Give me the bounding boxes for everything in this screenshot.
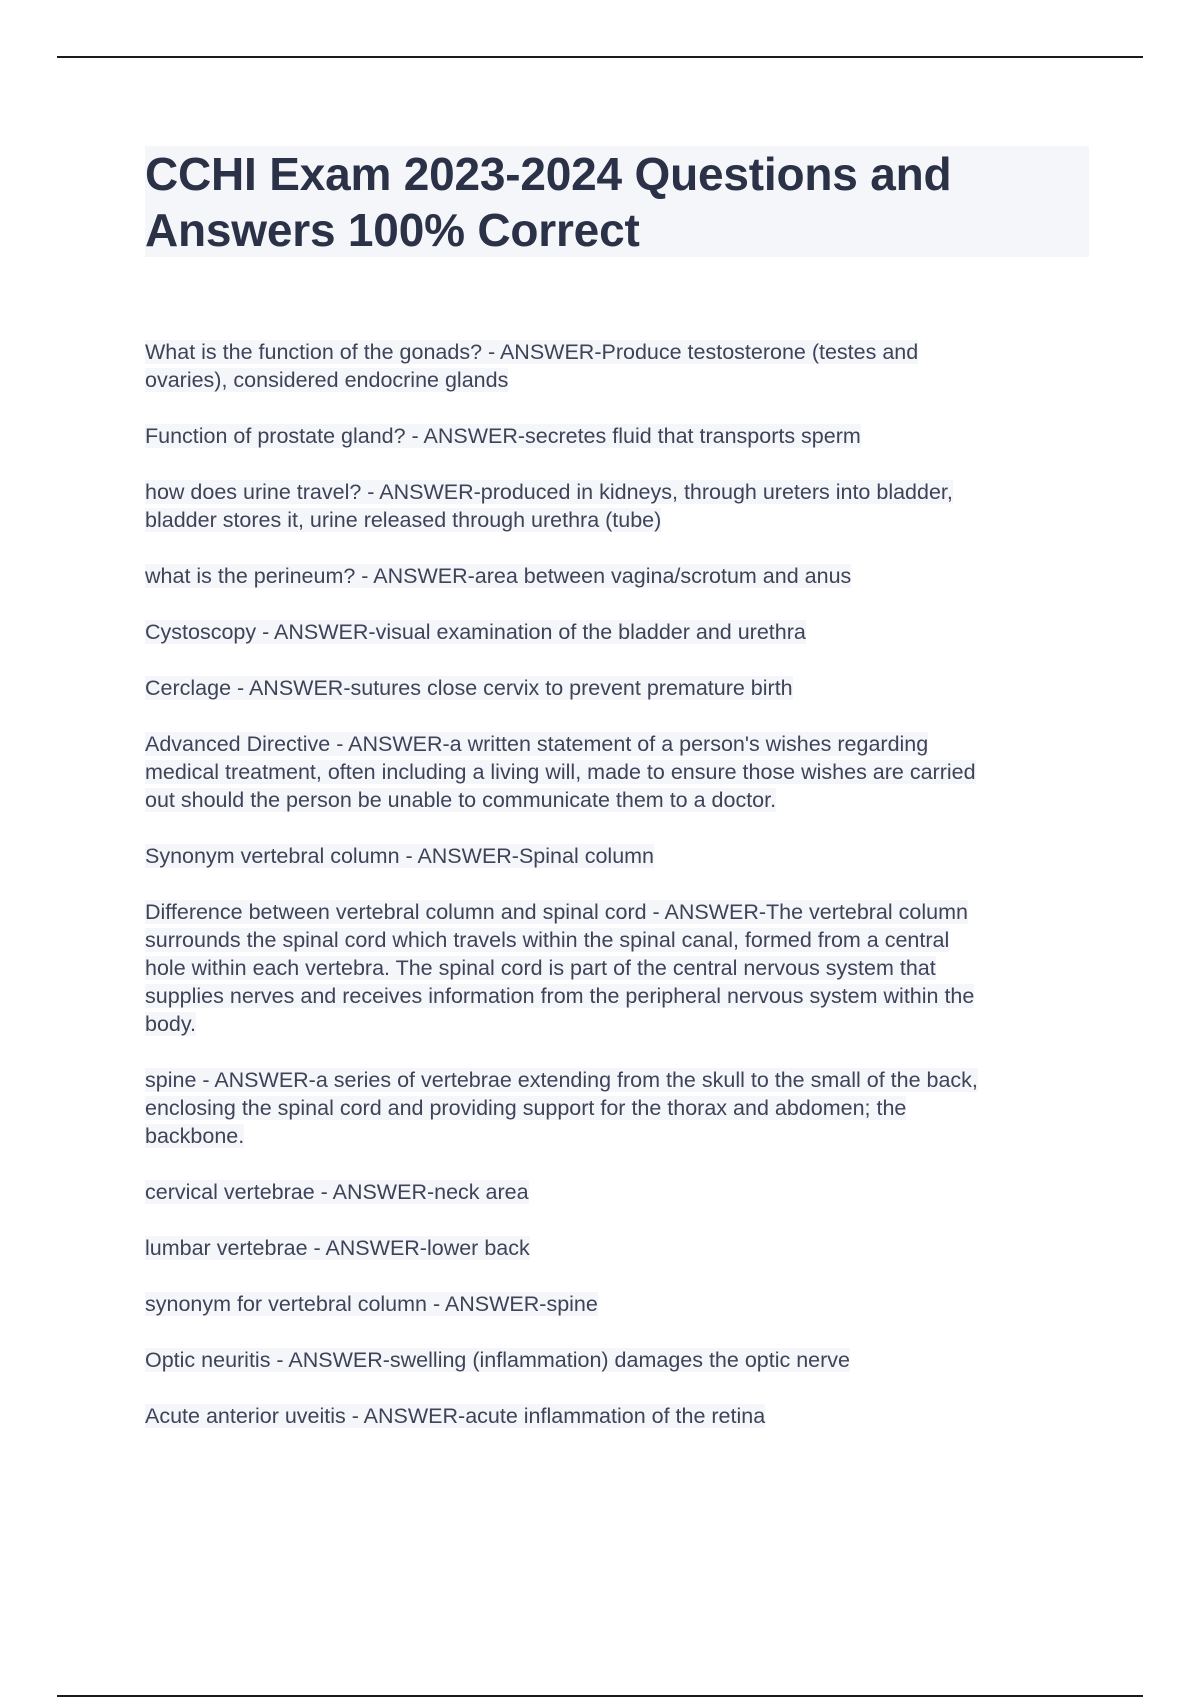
qa-line [145, 842, 1095, 870]
qa-line [145, 674, 1095, 702]
qa-line-text: how does urine travel? - ANSWER-produced in kidneys, through ureters into bladder, [145, 480, 953, 504]
qa-line [145, 1402, 1095, 1430]
qa-line-text: what is the perineum? - ANSWER-area between vagina/scrotum and anus [145, 564, 852, 588]
qa-line-text: Optic neuritis - ANSWER-swelling (inflammation) damages the optic nerve [145, 1348, 850, 1372]
qa-line-text: enclosing the spinal cord and providing support for the thorax and abdomen; the [145, 1096, 907, 1120]
qa-line-text: Cerclage - ANSWER-sutures close cervix to prevent premature birth [145, 676, 793, 700]
qa-line [145, 730, 1095, 758]
top-rule [57, 56, 1143, 58]
qa-line-text: lumbar vertebrae - ANSWER-lower back [145, 1236, 530, 1260]
title-line-1: CCHI Exam 2023-2024 Questions and [145, 148, 952, 200]
qa-line [145, 1234, 1095, 1262]
qa-line-text: Advanced Directive - ANSWER-a written statement of a person's wishes regarding [145, 732, 929, 756]
qa-line-text: Difference between vertebral column and spinal cord - ANSWER-The vertebral column [145, 900, 968, 924]
bottom-rule [57, 1695, 1143, 1697]
qa-item [145, 1402, 1095, 1430]
qa-line [145, 1094, 1095, 1122]
title-block [145, 146, 1089, 257]
qa-line-text: cervical vertebrae - ANSWER-neck area [145, 1180, 529, 1204]
qa-item [145, 842, 1095, 870]
qa-line [145, 1178, 1095, 1206]
qa-line [145, 422, 1095, 450]
qa-item [145, 1178, 1095, 1206]
qa-line-text: body. [145, 1012, 196, 1036]
qa-line-text: medical treatment, often including a living will, made to ensure those wishes are carried [145, 760, 976, 784]
qa-line-text: bladder stores it, urine released through urethra (tube) [145, 508, 662, 532]
qa-line [145, 954, 1095, 982]
qa-item [145, 1290, 1095, 1318]
qa-list [145, 338, 1095, 1458]
qa-line [145, 1290, 1095, 1318]
qa-line-text: spine - ANSWER-a series of vertebrae extending from the skull to the small of the back, [145, 1068, 978, 1092]
qa-line-text: Function of prostate gland? - ANSWER-secretes fluid that transports sperm [145, 424, 861, 448]
qa-item [145, 898, 1095, 1038]
qa-line-text: hole within each vertebra. The spinal cord is part of the central nervous system that [145, 956, 936, 980]
qa-item [145, 562, 1095, 590]
qa-line-text: Cystoscopy - ANSWER-visual examination of the bladder and urethra [145, 620, 806, 644]
qa-line [145, 758, 1095, 786]
qa-line [145, 898, 1095, 926]
qa-item [145, 1346, 1095, 1374]
qa-line [145, 618, 1095, 646]
qa-line-text: surrounds the spinal cord which travels within the spinal canal, formed from a central [145, 928, 950, 952]
qa-line [145, 1346, 1095, 1374]
qa-line-text: ovaries), considered endocrine glands [145, 368, 509, 392]
qa-line-text: synonym for vertebral column - ANSWER-spine [145, 1292, 598, 1316]
qa-line [145, 478, 1095, 506]
qa-line-text: supplies nerves and receives information from the peripheral nervous system within the [145, 984, 975, 1008]
qa-line [145, 366, 1095, 394]
qa-line [145, 1066, 1095, 1094]
qa-line [145, 338, 1095, 366]
qa-line [145, 786, 1095, 814]
qa-line-text: backbone. [145, 1124, 245, 1148]
qa-line [145, 926, 1095, 954]
qa-line [145, 982, 1095, 1010]
qa-line-text: What is the function of the gonads? - ANSWER-Produce testosterone (testes and [145, 340, 919, 364]
qa-item [145, 478, 1095, 534]
qa-line [145, 506, 1095, 534]
qa-item [145, 674, 1095, 702]
title-line-2: Answers 100% Correct [145, 204, 640, 256]
qa-line-text: out should the person be unable to communicate them to a doctor. [145, 788, 777, 812]
qa-line [145, 1010, 1095, 1038]
qa-item [145, 422, 1095, 450]
qa-item [145, 1066, 1095, 1150]
qa-line-text: Acute anterior uveitis - ANSWER-acute inflammation of the retina [145, 1404, 766, 1428]
qa-item [145, 730, 1095, 814]
document-title [145, 146, 1089, 258]
qa-line [145, 562, 1095, 590]
qa-item [145, 618, 1095, 646]
qa-item [145, 338, 1095, 394]
qa-line [145, 1122, 1095, 1150]
qa-line-text: Synonym vertebral column - ANSWER-Spinal column [145, 844, 655, 868]
qa-item [145, 1234, 1095, 1262]
